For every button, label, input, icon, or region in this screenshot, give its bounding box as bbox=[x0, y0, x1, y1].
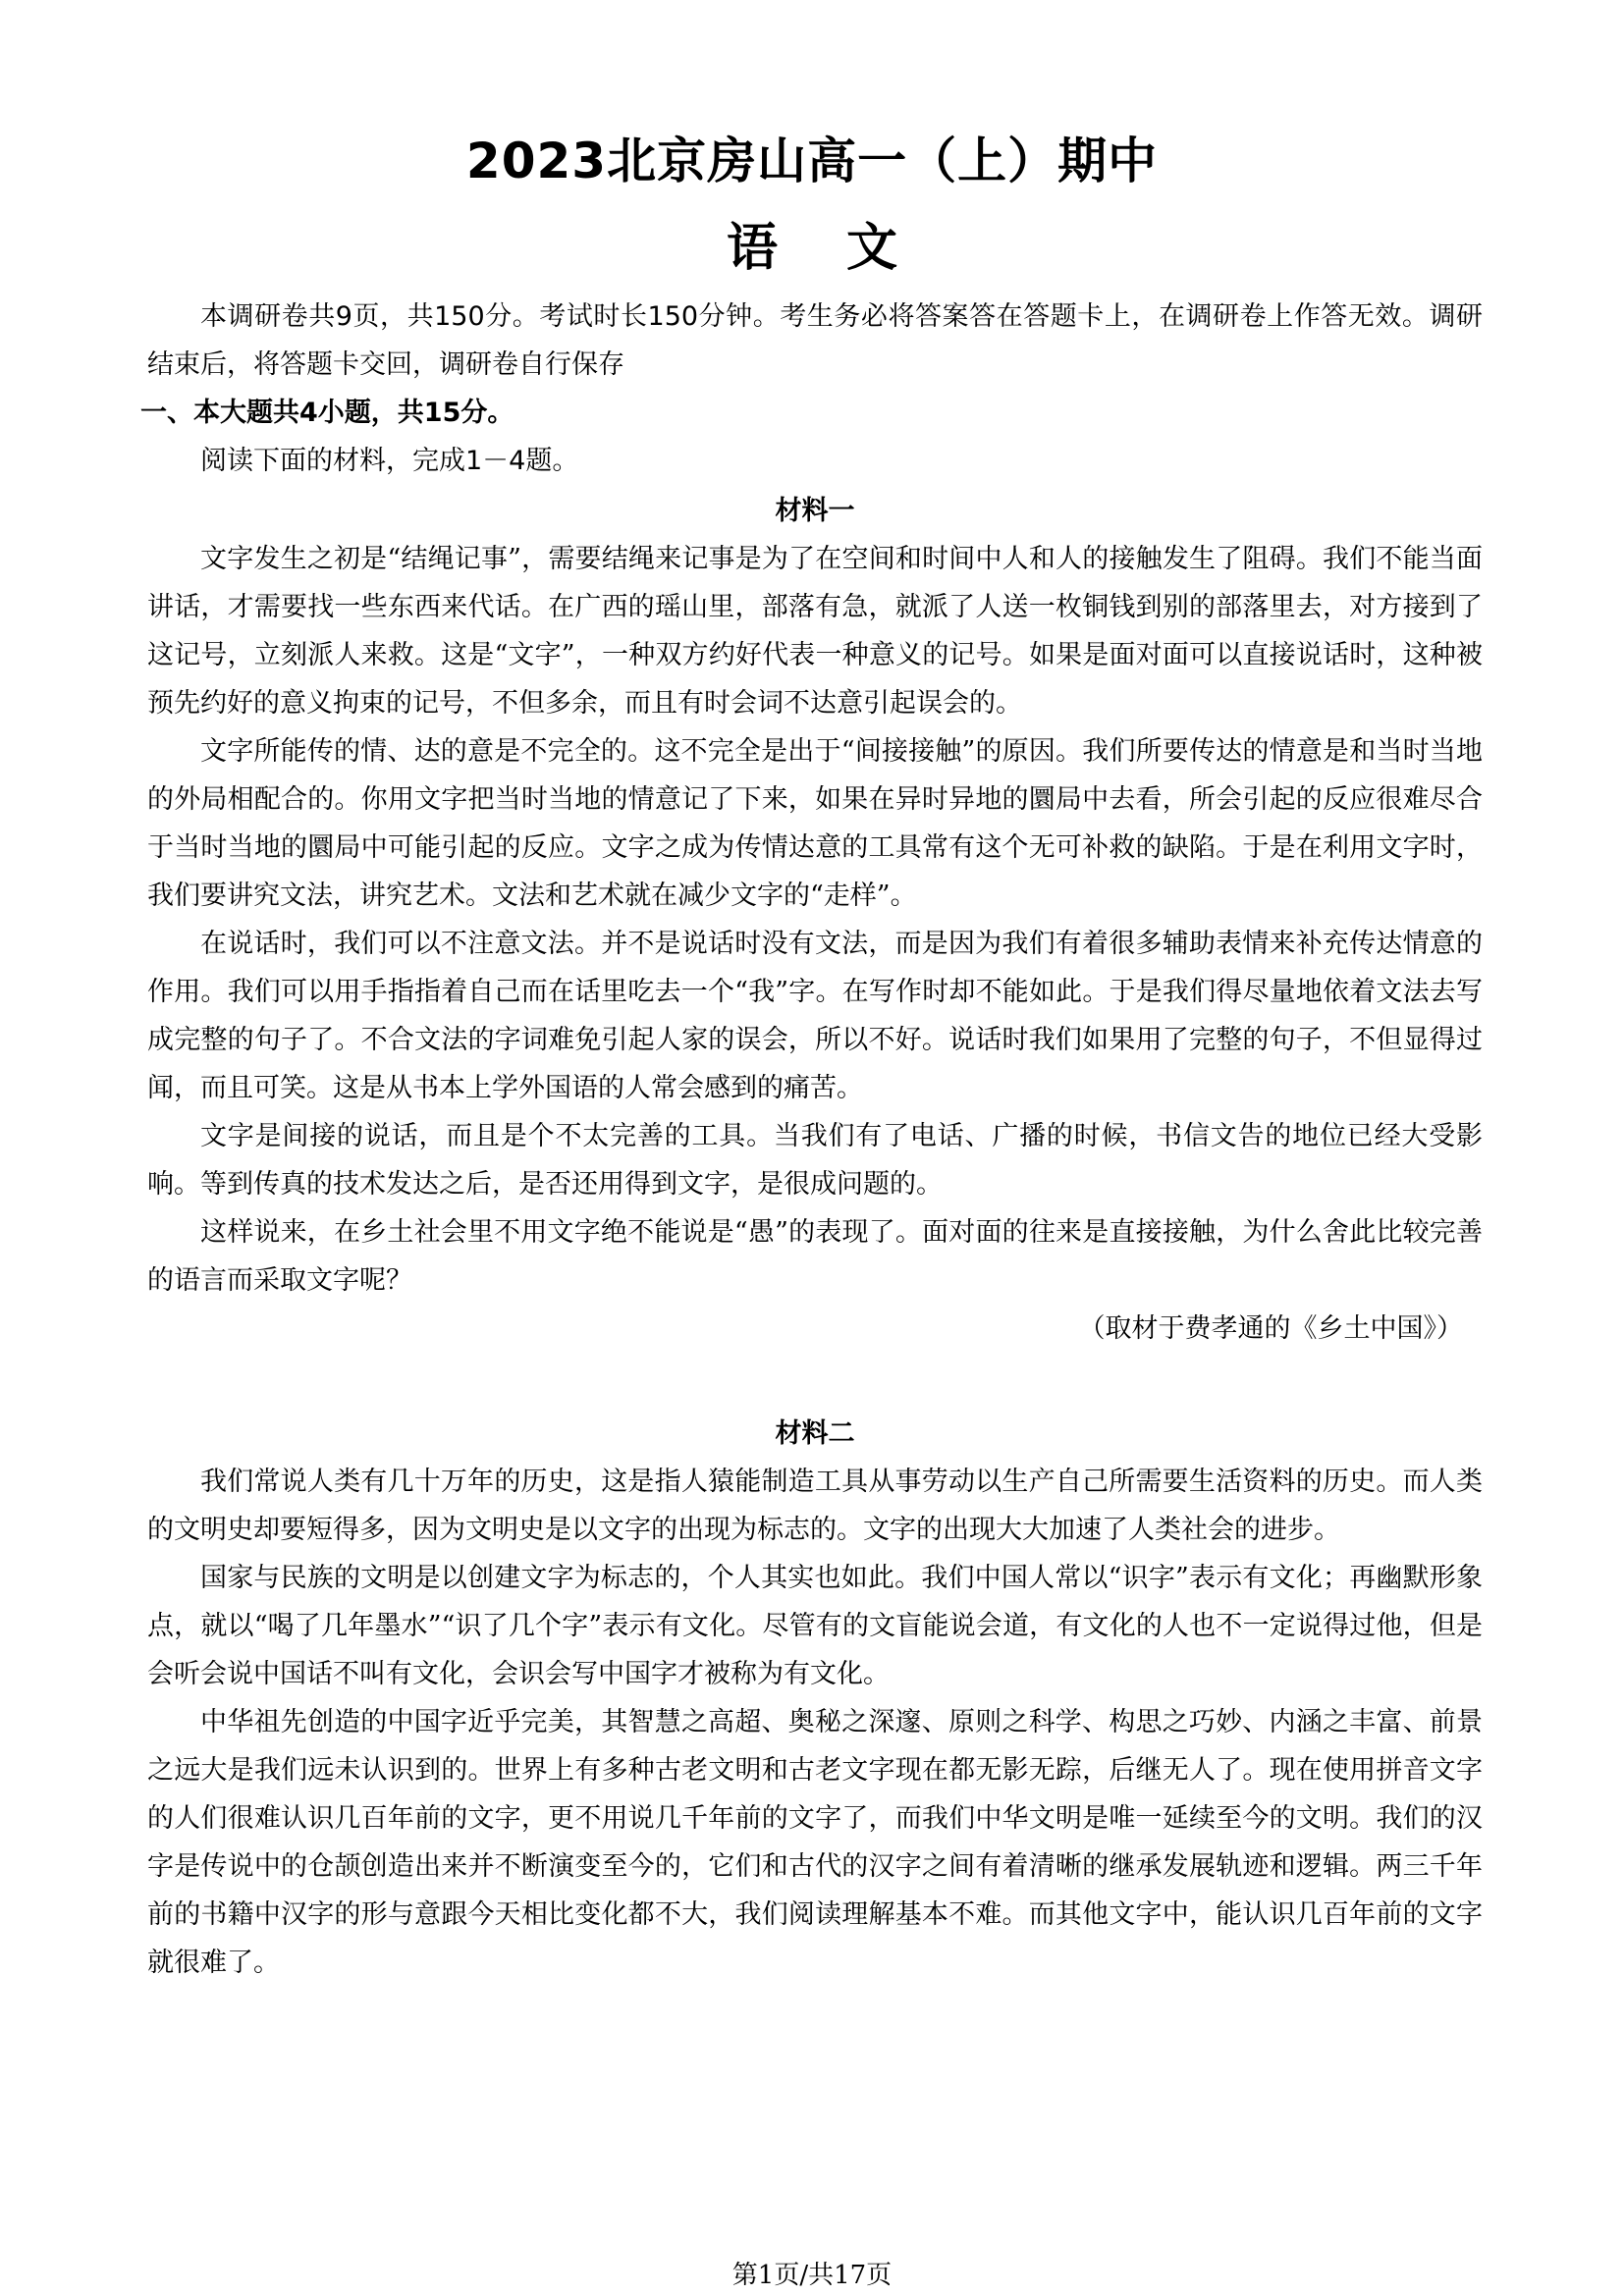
material-one-source: （取材于费孝通的《乡土中国》） bbox=[1078, 1313, 1463, 1344]
material-two-paragraph: 我们常说人类有几十万年的历史，这是指人猿能制造工具从事劳动以生产自己所需要生活资料的历史。而人类的文明史却要短得多，因为文明史是以文字的出现为标志的。文字的出现大大加速了人类社会的进步。 bbox=[147, 1467, 1483, 1545]
material-one bbox=[147, 487, 1483, 1353]
subject-title: 语文 bbox=[726, 219, 966, 278]
material-two-heading: 材料二 bbox=[775, 1418, 855, 1449]
instructions-text: 本调研卷共9页，共150分。考试时长150分钟。考生务必将答案答在答题卡上，在调研卷上作答无效。调研结束后，将答题卡交回，调研卷自行保存 bbox=[147, 301, 1483, 380]
section-heading: 一、本大题共4小题，共15分。 bbox=[140, 398, 514, 428]
material-one-paragraph: 文字是间接的说话，而且是个不太完善的工具。当我们有了电话、广播的时候，书信文告的地位已经大受影响。等到传真的技术发达之后，是否还用得到文字，是很成问题的。 bbox=[147, 1121, 1483, 1200]
instructions-block bbox=[147, 293, 1483, 389]
material-two-paragraph: 中华祖先创造的中国字近乎完美，其智慧之高超、奥秘之深邃、原则之科学、构思之巧妙、内涵之丰富、前景之远大是我们远未认识到的。世界上有多种古老文明和古老文字现在都无影无踪，后继无人了。现在使用拼音文字的人们很难认识几百年前的文字，更不用说几千年前的文字了，而我们中华文明是唯一延续至今的文明。我们的汉字是传说中的仓颉创造出来并不断演变至今的，它们和古代的汉字之间有着清晰的继承发展轨迹和逻辑。两三千年前的书籍中汉字的形与意跟今天相比变化都不大，我们阅读理解基本不难。而其他文字中，能认识几百年前的文字就很难了。 bbox=[147, 1707, 1483, 1978]
section-prompt: 阅读下面的材料，完成1－4题。 bbox=[200, 446, 579, 476]
material-one-heading: 材料一 bbox=[775, 496, 855, 526]
material-one-paragraph: 在说话时，我们可以不注意文法。并不是说话时没有文法，而是因为我们有着很多辅助表情来补充传达情意的作用。我们可以用手指指着自己而在话里吃去一个“我”字。在写作时却不能如此。于是我们得尽量地依着文法去写成完整的句子了。不合文法的字词难免引起人家的误会，所以不好。说话时我们如果用了完整的句子，不但显得过闻，而且可笑。这是从书本上学外国语的人常会感到的痛苦。 bbox=[147, 929, 1483, 1103]
material-two-paragraph: 国家与民族的文明是以创建文字为标志的，个人其实也如此。我们中国人常以“识字”表示有文化；再幽默形象点，就以“喝了几年墨水”“识了几个字”表示有文化。尽管有的文盲能说会道，有文化的人也不一定说得过他，但是会听会说中国话不叫有文化，会识会写中国字才被称为有文化。 bbox=[147, 1563, 1483, 1689]
exam-title: 2023北京房山高一（上）期中 bbox=[465, 133, 1159, 189]
page-number: 第1页/共17页 bbox=[731, 2261, 893, 2290]
material-one-paragraph: 文字所能传的情、达的意是不完全的。这不完全是出于“间接接触”的原因。我们所要传达的情意是和当时当地的外局相配合的。你用文字把当时当地的情意记了下来，如果在异时异地的圜局中去看，所会引起的反应很难尽合于当时当地的圜局中可能引起的反应。文字之成为传情达意的工具常有这个无可补救的缺陷。于是在利用文字时，我们要讲究文法，讲究艺术。文法和艺术就在减少文字的“走样”。 bbox=[147, 736, 1483, 911]
section-1 bbox=[140, 389, 1483, 485]
material-two bbox=[147, 1410, 1483, 1987]
material-one-paragraph: 文字发生之初是“结绳记事”，需要结绳来记事是为了在空间和时间中人和人的接触发生了阻碍。我们不能当面讲话，才需要找一些东西来代话。在广西的瑶山里，部落有急，就派了人送一枚铜钱到别的部落里去，对方接到了这记号，立刻派人来救。这是“文字”，一种双方约好代表一种意义的记号。如果是面对面可以直接说话时，这种被预先约好的意义拘束的记号，不但多余，而且有时会词不达意引起误会的。 bbox=[147, 544, 1483, 719]
material-one-paragraph: 这样说来，在乡土社会里不用文字绝不能说是“愚”的表现了。面对面的往来是直接接触，为什么舍此比较完善的语言而采取文字呢？ bbox=[147, 1217, 1483, 1296]
